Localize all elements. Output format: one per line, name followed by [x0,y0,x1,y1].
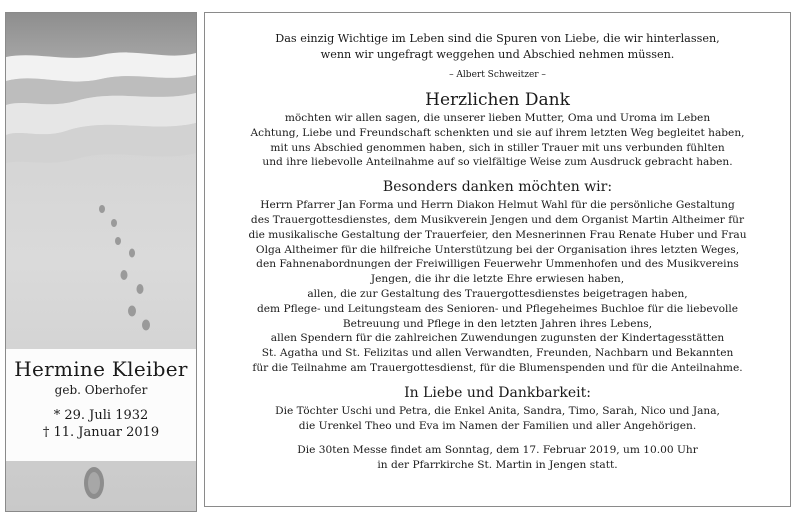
special-line: allen Spendern für die zahlreichen Zuwendungen zugunsten der Kindertagesstätten [270,332,725,345]
quote-line: Das einzig Wichtige im Leben sind die Spuren von Liebe, die wir hinterlassen, [275,32,720,45]
special-line: die musikalische Gestaltung der Trauerfeier, den Mesnerinnen Frau Renate Huber und Frau [248,228,747,241]
family-line: die Urenkel Theo und Eva im Namen der Familien und aller Angehörigen. [298,419,697,432]
family-heading: In Liebe und Dankbarkeit: [404,384,591,401]
birth-date: * 29. Juli 1932 [53,408,149,423]
special-thanks-paragraph [205,198,790,376]
deceased-name: Hermine Kleiber [14,357,188,381]
special-line: Betreuung und Pflege in den letzten Jahren ihres Lebens, [342,317,653,330]
thanks-paragraph [205,111,790,170]
thanks-line: mit uns Abschied genommen haben, sich in stiller Trauer mit uns verbunden fühlten [270,141,725,154]
special-line: den Fahnenabordnungen der Freiwilligen Feuerwehr Ummenhofen und des Musikvereins [256,258,739,271]
birth-name: geb. Oberhofer [54,383,148,397]
quote-block [205,31,790,81]
mass-line: in der Pfarrkirche St. Martin in Jengen statt. [377,459,618,472]
thanks-line: und ihre liebevolle Anteilnahme auf so vielfältige Weise zum Ausdruck gebracht haben. [262,156,733,169]
quote-line: wenn wir ungefragt weggehen und Abschied nehmen müssen. [320,48,675,61]
special-line: allen, die zur Gestaltung des Trauergottesdienstes beigetragen haben, [307,287,688,300]
thanks-line: möchten wir allen sagen, die unserer lieben Mutter, Oma und Uroma im Leben [284,112,711,124]
mass-notice [205,443,790,473]
family-paragraph [205,404,790,434]
special-line: St. Agatha und St. Felizitas und allen Verwandten, Freunden, Nachbarn und Bekannten [261,347,734,360]
mass-line: Die 30ten Messe findet am Sonntag, dem 17. Februar 2019, um 10.00 Uhr [297,444,698,457]
thanks-heading: Herzlichen Dank [425,90,570,110]
special-line: Olga Altheimer für die hilfreiche Unterstützung bei der Organisation ihres letzten Weges, [255,243,740,256]
death-date: † 11. Januar 2019 [42,425,160,440]
quote-author: – Albert Schweitzer – [449,70,546,80]
special-line: Herrn Pfarrer Jan Forma und Herrn Diakon Helmut Wahl für die persönliche Gestaltung [260,199,735,212]
special-line: des Trauergottesdienstes, dem Musikverein Jengen und dem Organist Martin Altheimer für [250,213,745,226]
photo-sidebar [5,12,197,512]
special-line: dem Pflege- und Leitungsteam des Senioren- und Pflegeheimes Buchloe für die liebevolle [256,302,739,315]
special-line: Jengen, die ihr die letzte Ehre erwiesen haben, [370,273,625,286]
thanks-line: Achtung, Liebe und Freundschaft schenkten und sie auf ihrem letzten Weg begleitet haben, [250,126,745,139]
special-line: für die Teilnahme am Trauergottesdienst, für die Blumenspenden und für die Anteilnahme. [252,361,743,374]
name-panel [6,349,196,461]
family-line: Die Töchter Uschi und Petra, die Enkel Anita, Sandra, Timo, Sarah, Nico und Jana, [275,404,720,417]
special-thanks-heading: Besonders danken möchten wir: [382,179,613,196]
announcement-text-panel [204,12,791,507]
